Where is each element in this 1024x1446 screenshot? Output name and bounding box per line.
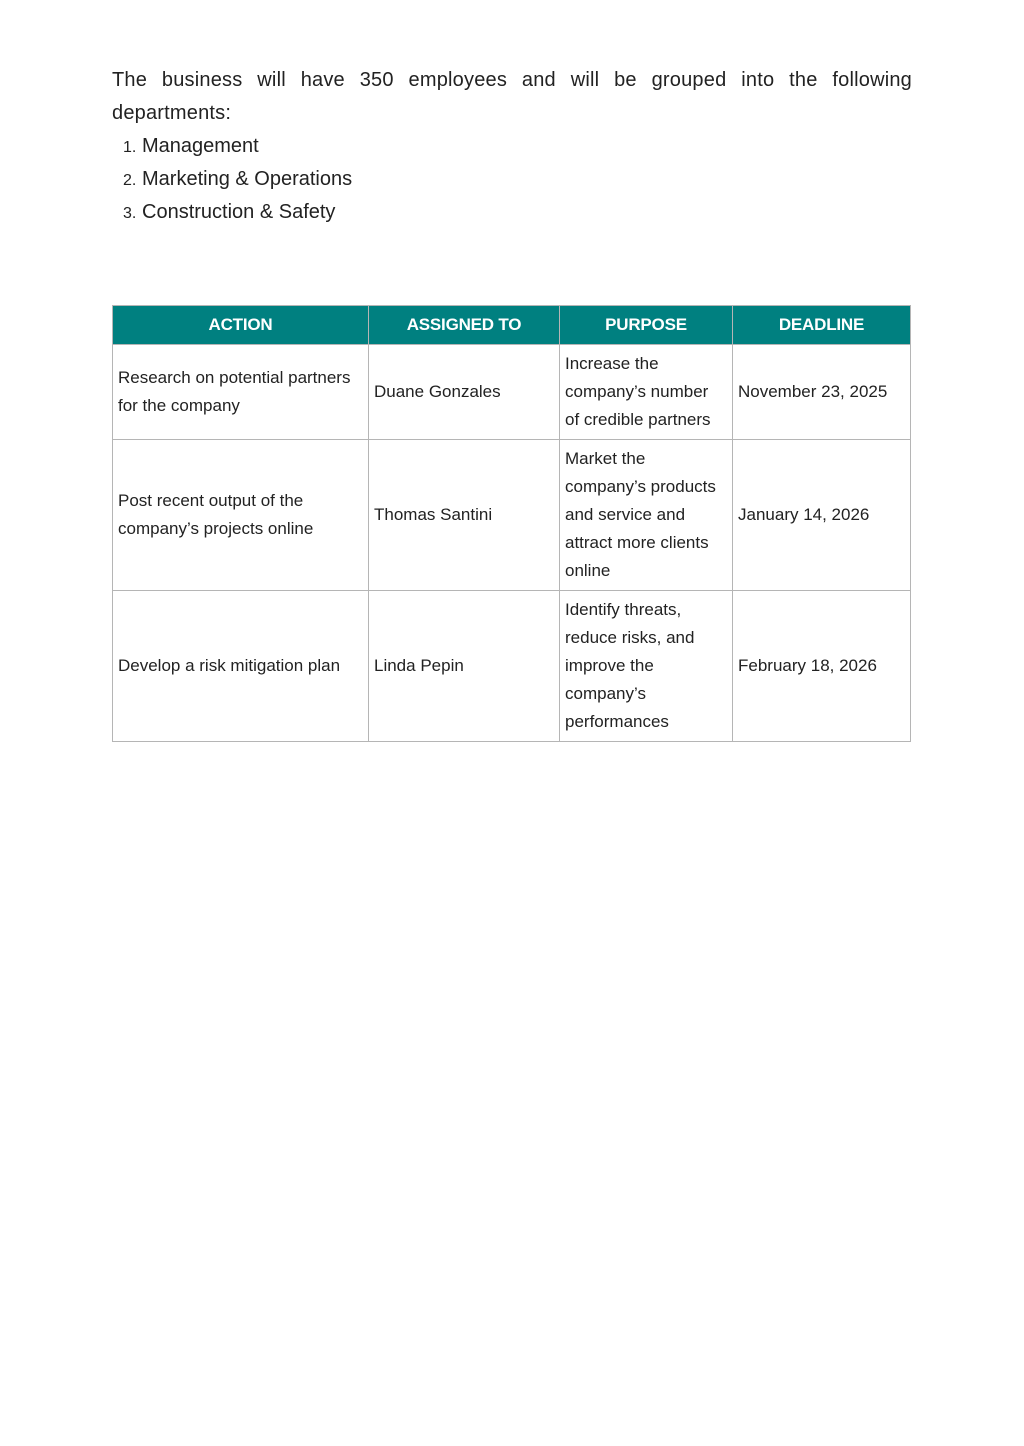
list-item-number: 2. [123,172,137,189]
list-item [112,130,912,163]
cell-action: Research on potential partners for the company [113,345,369,440]
list-item [112,163,912,196]
header-purpose: PURPOSE [560,306,733,345]
cell-action: Develop a risk mitigation plan [113,591,369,742]
cell-deadline: February 18, 2026 [733,591,911,742]
action-plan-table [112,305,911,742]
document-page [112,64,912,229]
cell-assigned-to: Thomas Santini [369,440,560,591]
header-assigned-to: ASSIGNED TO [369,306,560,345]
header-deadline: DEADLINE [733,306,911,345]
department-list [112,130,912,229]
cell-deadline: January 14, 2026 [733,440,911,591]
cell-assigned-to: Duane Gonzales [369,345,560,440]
table-body [113,345,911,742]
list-item-number: 3. [123,205,137,222]
cell-action: Post recent output of the company’s projects online [113,440,369,591]
cell-purpose: Market the company’s products and service and attract more clients online [560,440,733,591]
cell-deadline: November 23, 2025 [733,345,911,440]
table-row [113,345,911,440]
table-header [113,306,911,345]
cell-assigned-to: Linda Pepin [369,591,560,742]
list-item [112,196,912,229]
cell-purpose: Identify threats, reduce risks, and improve the company’s performances [560,591,733,742]
table-row [113,440,911,591]
cell-purpose: Increase the company’s number of credible partners [560,345,733,440]
intro-paragraph: The business will have 350 employees and will be grouped into the following departments: [112,69,912,124]
table-header-row [113,306,911,345]
list-item-label: Management [142,135,259,157]
list-item-number: 1. [123,139,137,156]
header-action: ACTION [113,306,369,345]
list-item-label: Marketing & Operations [142,168,353,190]
list-item-label: Construction & Safety [142,201,336,223]
table-row [113,591,911,742]
